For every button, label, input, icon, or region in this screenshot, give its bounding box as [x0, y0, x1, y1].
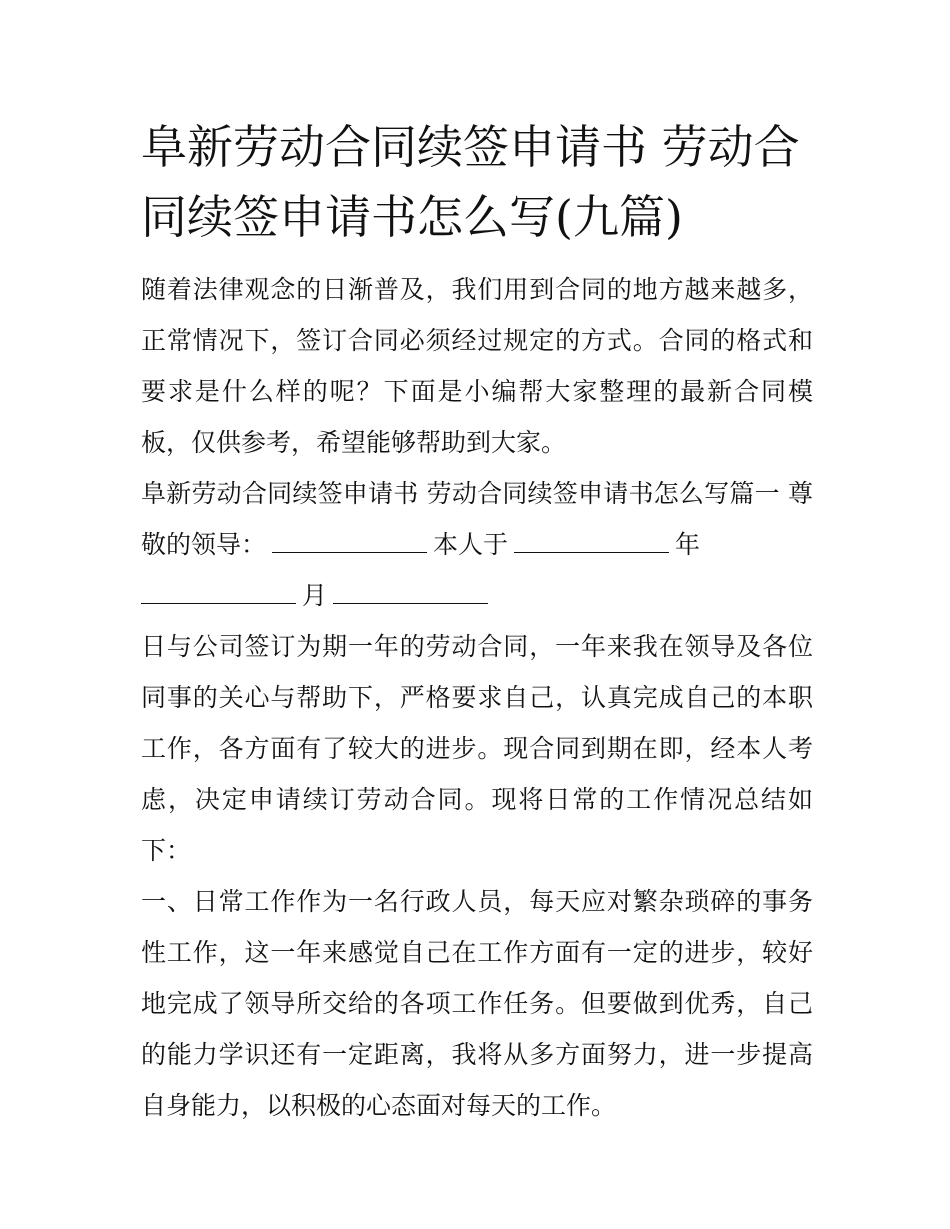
section-heading: 阜新劳动合同续签申请书 劳动合同续签申请书怎么写篇一 尊敬的领导：: [141, 479, 813, 559]
blank-line-3: [141, 577, 296, 604]
body-paragraph-1: 日与公司签订为期一年的劳动合同，一年来我在领导及各位同事的关心与帮助下，严格要求自己，认真完成自己的本职工作，各方面有了较大的进步。现合同到期在即，经本人考虑，决定申请续订劳动合同。现将日常的工作情况总结如下：: [141, 632, 813, 865]
fill-in-text-3: 月: [302, 581, 328, 610]
intro-paragraph: 随着法律观念的日渐普及，我们用到合同的地方越来越多，正常情况下，签订合同必须经过规定的方式。合同的格式和要求是什么样的呢？下面是小编帮大家整理的最新合同模板，仅供参考，希望能够帮助到大家。: [141, 275, 813, 457]
fill-in-text-1: 本人于: [433, 530, 509, 559]
document-title: 阜新劳动合同续签申请书 劳动合同续签申请书怎么写(九篇): [141, 120, 800, 244]
letter-paragraph: [141, 468, 813, 621]
body-paragraph-2: 一、日常工作作为一名行政人员，每天应对繁杂琐碎的事务性工作，这一年来感觉自己在工作方面有一定的进步，较好地完成了领导所交给的各项工作任务。但要做到优秀，自己的能力学识还有一定距离，我将从多方面努力，进一步提高自身能力，以积极的心态面对每天的工作。: [141, 887, 813, 1120]
document-body: [141, 264, 813, 1131]
document-page: [141, 112, 813, 1131]
fill-in-text-2: 年: [675, 530, 701, 559]
blank-line-2: [514, 526, 669, 553]
blank-line-1: [272, 526, 427, 553]
blank-line-4: [333, 577, 488, 604]
